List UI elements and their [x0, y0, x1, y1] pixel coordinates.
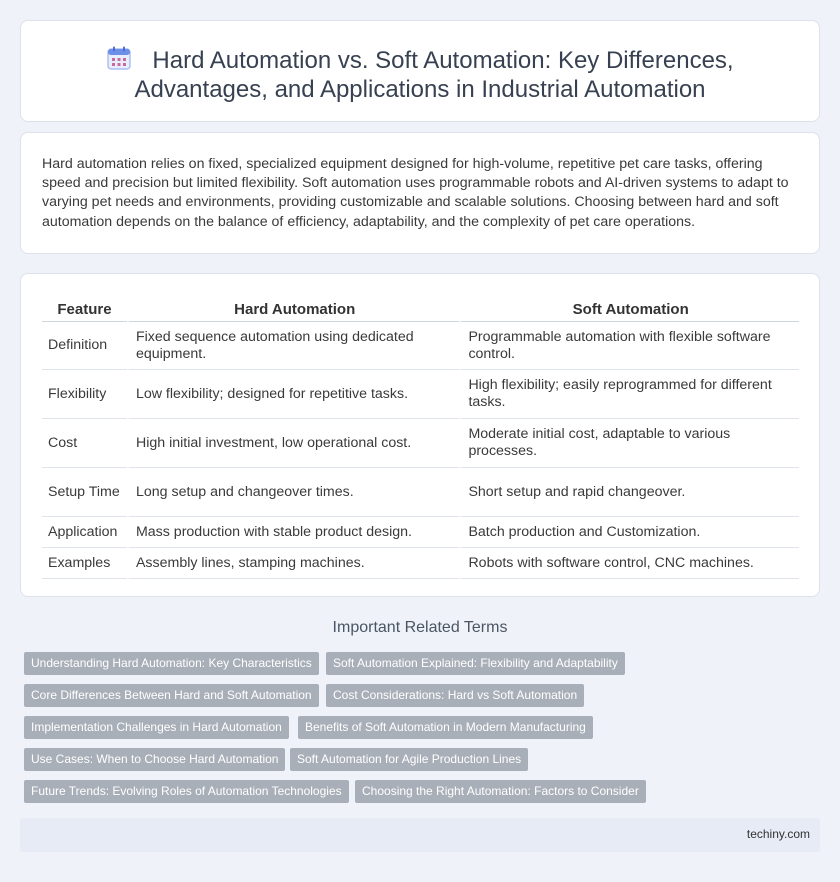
comparison-table-card [20, 273, 820, 597]
summary-text: Hard automation relies on fixed, specialized equipment designed for high-volume, repetitive pet care tasks, offering speed and precision but limited flexibility. Soft automation uses programmable robots and AI-driven systems to adapt to varying pet needs and environments, providing customizable and scalable solutions. Choosing between hard and soft automation depends on the balance of efficiency, adaptability, and the complexity of pet care operations. [42, 156, 789, 230]
table-cell: Batch production and Customization. [459, 517, 799, 548]
table-cell: Short setup and rapid changeover. [459, 468, 799, 517]
comparison-table [42, 296, 799, 579]
table-cell: Application [42, 517, 127, 548]
related-term-tag[interactable]: Use Cases: When to Choose Hard Automation [24, 748, 285, 771]
calendar-icon [106, 45, 132, 71]
table-cell: Low flexibility; designed for repetitive tasks. [127, 370, 459, 419]
table-row [42, 419, 799, 468]
table-cell: Programmable automation with flexible software control. [459, 322, 799, 370]
table-cell: High initial investment, low operational cost. [127, 419, 459, 468]
table-cell: Cost [42, 419, 127, 468]
related-term-tag[interactable]: Choosing the Right Automation: Factors to Consider [355, 780, 646, 803]
header-hard-automation: Hard Automation [127, 296, 459, 322]
table-cell: Definition [42, 322, 127, 370]
summary-card [20, 132, 820, 254]
table-cell: High flexibility; easily reprogrammed for different tasks. [459, 370, 799, 419]
header-soft-automation: Soft Automation [459, 296, 799, 322]
table-header-row [42, 296, 799, 322]
related-term-tag[interactable]: Implementation Challenges in Hard Automation [24, 716, 289, 739]
related-terms-heading: Important Related Terms [332, 619, 508, 636]
table-cell: Examples [42, 548, 127, 579]
related-term-tag[interactable]: Core Differences Between Hard and Soft Automation [24, 684, 319, 707]
table-cell: Robots with software control, CNC machines. [459, 548, 799, 579]
table-cell: Long setup and changeover times. [127, 468, 459, 517]
table-row [42, 468, 799, 517]
table-cell: Flexibility [42, 370, 127, 419]
header-feature: Feature [42, 296, 127, 322]
table-cell: Setup Time [42, 468, 127, 517]
related-term-tag[interactable]: Soft Automation Explained: Flexibility and Adaptability [326, 652, 625, 675]
related-term-tag[interactable]: Understanding Hard Automation: Key Characteristics [24, 652, 319, 675]
related-term-tag[interactable]: Cost Considerations: Hard vs Soft Automation [326, 684, 584, 707]
table-row [42, 548, 799, 579]
table-row [42, 370, 799, 419]
page-title: Hard Automation vs. Soft Automation: Key Differences, Advantages, and Applications in Industrial Automation [134, 47, 734, 103]
table-cell: Assembly lines, stamping machines. [127, 548, 459, 579]
footer [20, 818, 820, 852]
footer-brand[interactable]: techiny.com [746, 827, 810, 841]
table-cell: Fixed sequence automation using dedicated equipment. [127, 322, 459, 370]
title-card [20, 20, 820, 122]
related-term-tag[interactable]: Soft Automation for Agile Production Lines [290, 748, 528, 771]
table-row [42, 322, 799, 370]
table-row [42, 517, 799, 548]
related-term-tag[interactable]: Future Trends: Evolving Roles of Automation Technologies [24, 780, 349, 803]
related-term-tag[interactable]: Benefits of Soft Automation in Modern Manufacturing [298, 716, 593, 739]
table-cell: Mass production with stable product design. [127, 517, 459, 548]
table-cell: Moderate initial cost, adaptable to various processes. [459, 419, 799, 468]
